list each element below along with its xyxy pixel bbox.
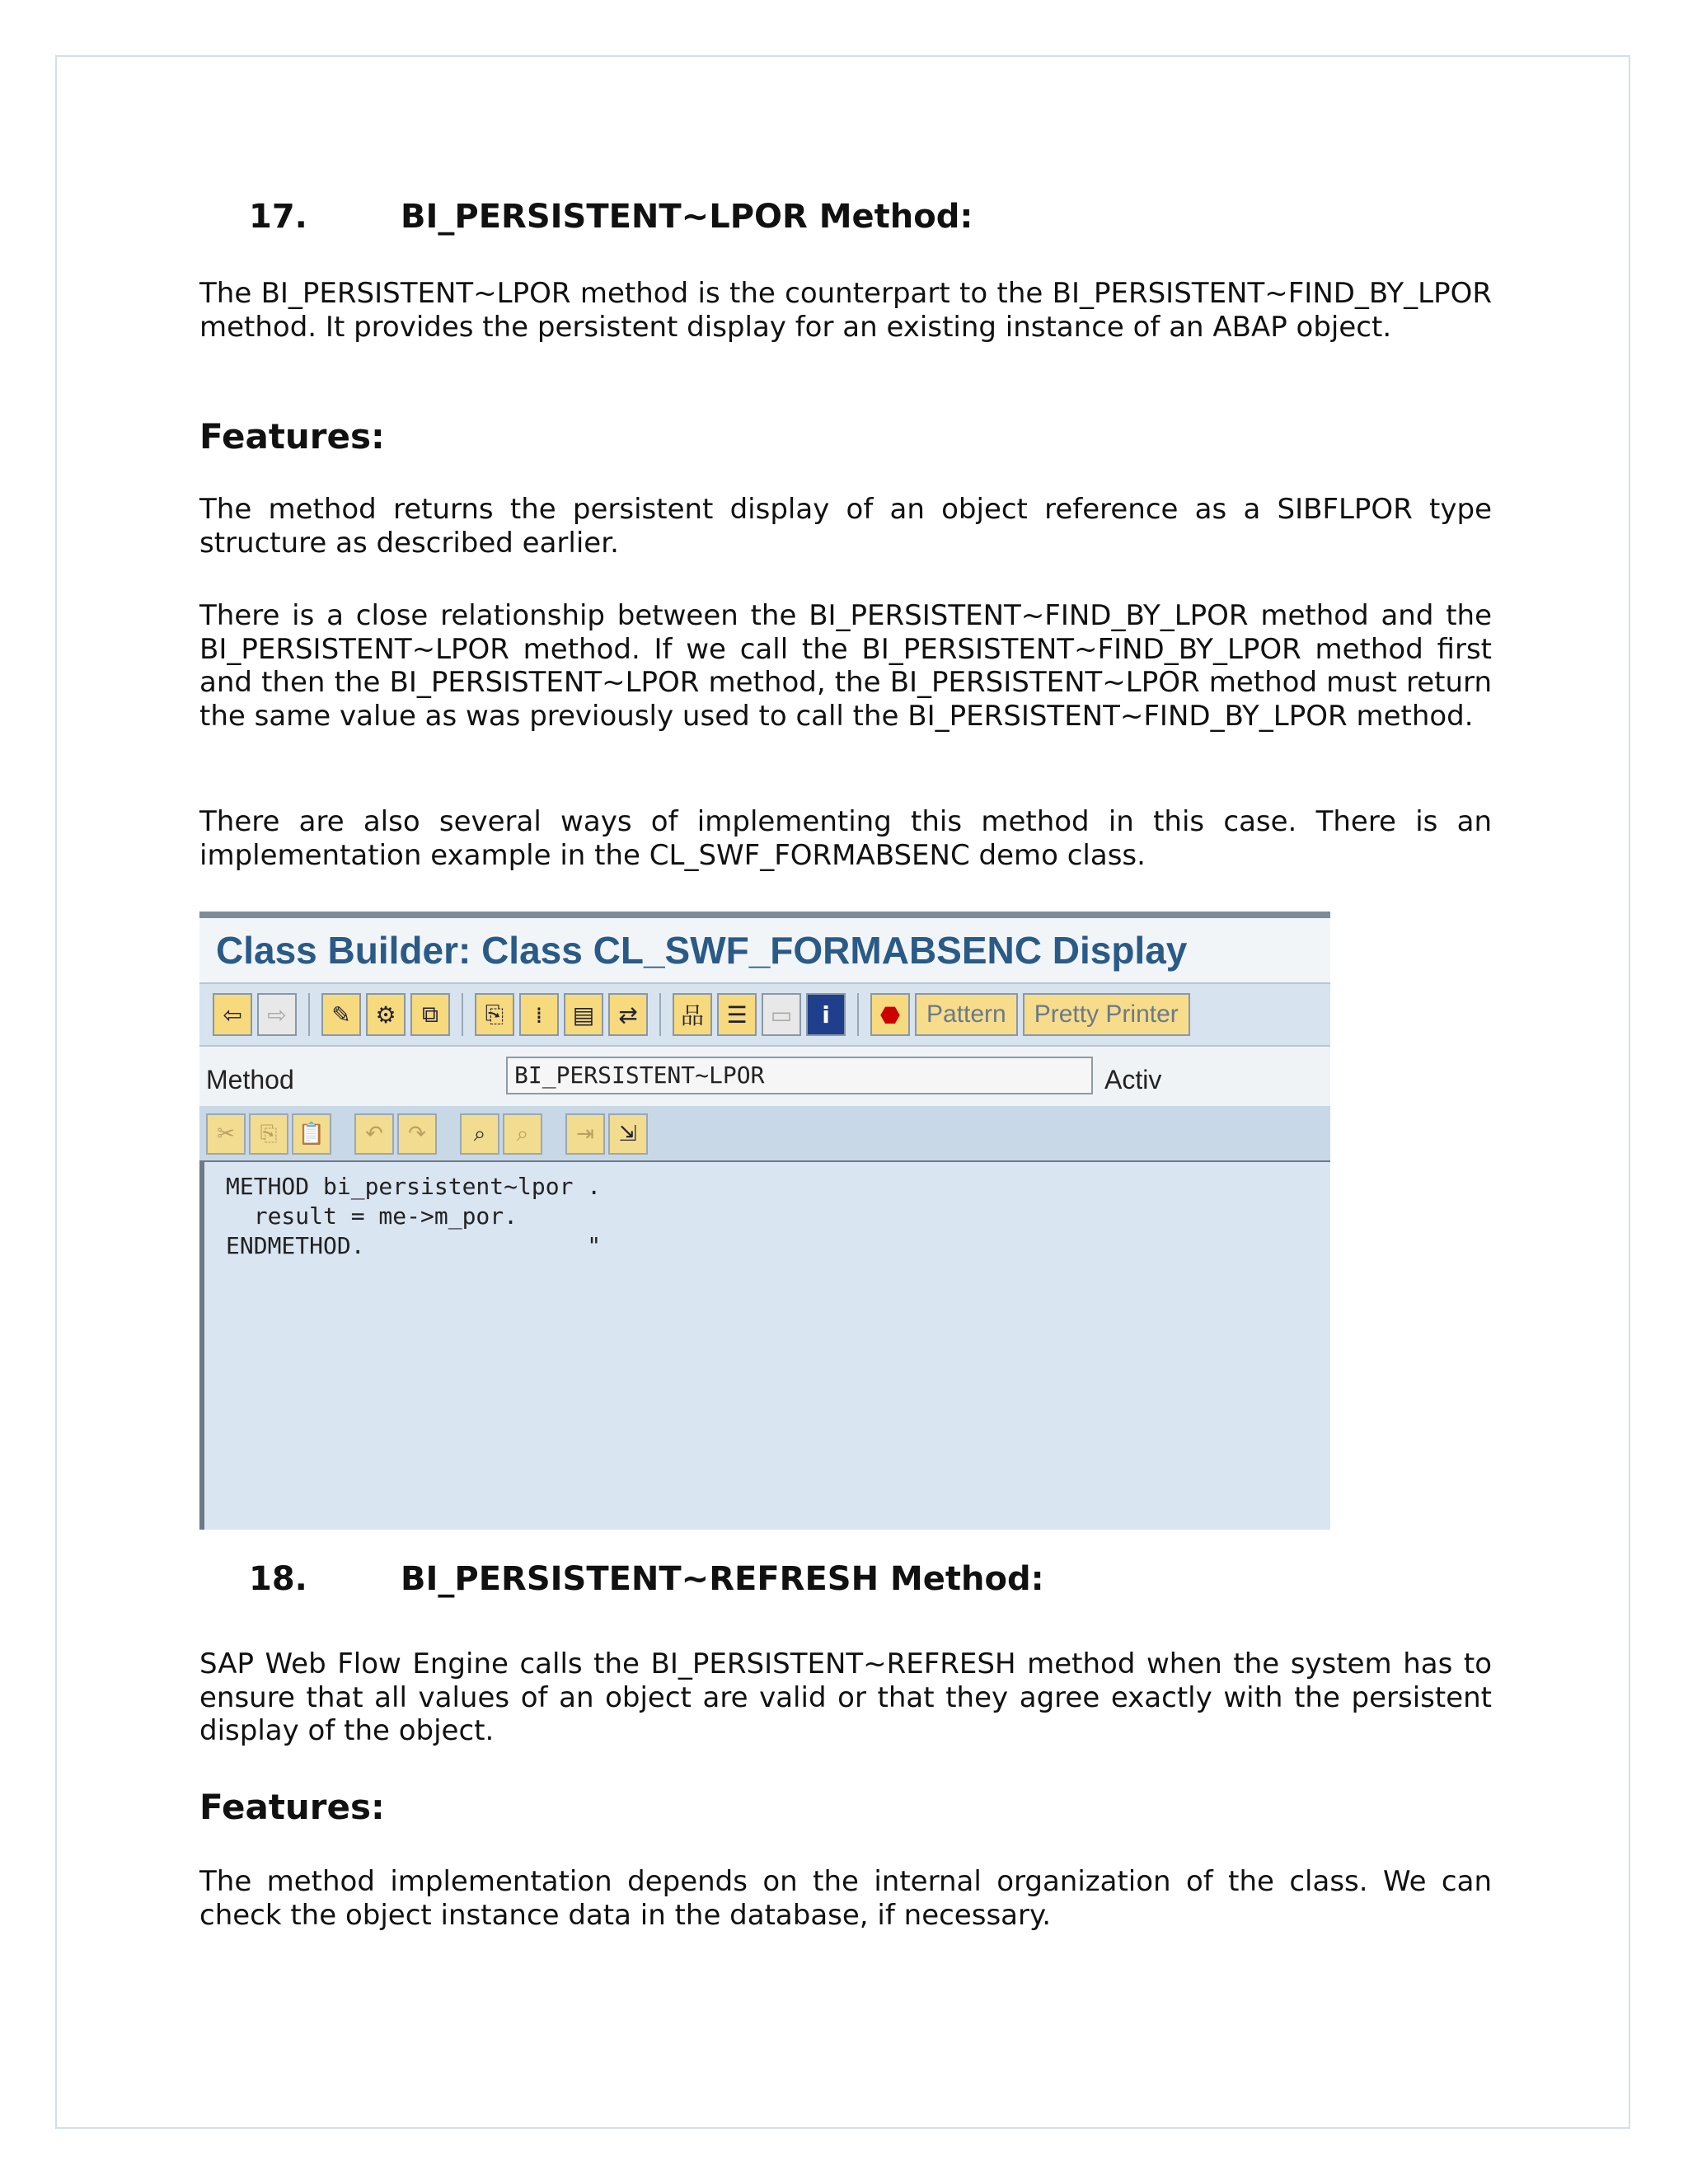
panel-icon[interactable]: ▭: [762, 993, 801, 1036]
cut-icon[interactable]: ✂: [206, 1113, 246, 1155]
editor-toolbar: [199, 1106, 1330, 1162]
display-object-list-icon[interactable]: ▤: [564, 993, 603, 1036]
hierarchy-icon[interactable]: 品: [673, 993, 712, 1036]
section-17-paragraph-2: There is a close relationship between the BI_PERSISTENT~FIND_BY_LPOR method and the BI_PERSISTENT~LPOR method. If we call the BI_PERSISTENT~FIND_BY_LPOR method first and then the BI_PERSISTENT~LPOR method, the BI_PERSISTENT~LPOR method must return the same value as was previously used to call the BI_PERSISTENT~FIND_BY_LPOR method.: [199, 599, 1492, 733]
abap-code-editor[interactable]: [199, 1160, 1330, 1530]
method-name-field[interactable]: BI_PERSISTENT~LPOR: [506, 1057, 1093, 1094]
redo-icon[interactable]: ↷: [397, 1113, 437, 1155]
insert-icon[interactable]: ⇥: [565, 1113, 605, 1155]
sap-screen-title: Class Builder: Class CL_SWF_FORMABSENC Display: [216, 929, 1188, 972]
back-arrow-icon[interactable]: ⇦: [213, 993, 252, 1036]
method-label: Method: [206, 1065, 294, 1094]
edit-pencil-icon[interactable]: ✎: [321, 993, 361, 1036]
section-17-paragraph-3: There are also several ways of implementing this method in this case. There is an implementation example in the CL_SWF_FORMABSENC demo class.: [199, 805, 1492, 872]
print-icon[interactable]: ☰: [717, 993, 757, 1036]
pattern-button[interactable]: Pattern: [915, 993, 1018, 1036]
section-18-paragraph-1: The method implementation depends on the internal organization of the class. We can check the object instance data in the database, if necessary.: [199, 1865, 1492, 1932]
section-18-number: 18.: [249, 1560, 307, 1598]
other-object-icon[interactable]: ⧉: [410, 993, 450, 1036]
section-17-title: BI_PERSISTENT~LPOR Method:: [401, 198, 973, 236]
paste-icon[interactable]: 📋: [292, 1113, 331, 1155]
stop-icon[interactable]: ⬣: [870, 993, 910, 1036]
code-line: result = me->m_por.: [226, 1202, 518, 1230]
section-18-features-heading: Features:: [199, 1787, 385, 1827]
export-icon[interactable]: ⇲: [608, 1113, 648, 1155]
section-17-heading: [249, 198, 973, 236]
code-lines: [204, 1162, 1330, 1271]
sap-application-toolbar: [199, 982, 1330, 1047]
section-17-paragraph-1: The method returns the persistent display of an object reference as a SIBFLPOR type structure as described earlier.: [199, 493, 1492, 560]
copy-icon[interactable]: ⎘: [249, 1113, 288, 1155]
section-18-intro: SAP Web Flow Engine calls the BI_PERSISTENT~REFRESH method when the system has to ensure that all values of an object are valid or that they agree exactly with the persistent display of the object.: [199, 1647, 1492, 1747]
check-icon[interactable]: ⎘: [475, 993, 514, 1036]
find-icon[interactable]: ⌕: [460, 1113, 499, 1155]
where-used-icon[interactable]: ⇄: [608, 993, 648, 1036]
pretty-printer-button[interactable]: Pretty Printer: [1023, 993, 1190, 1036]
section-18-title: BI_PERSISTENT~REFRESH Method:: [401, 1560, 1044, 1598]
section-17-intro: The BI_PERSISTENT~LPOR method is the counterpart to the BI_PERSISTENT~FIND_BY_LPOR method. It provides the persistent display for an existing instance of an ABAP object.: [199, 277, 1492, 344]
forward-arrow-icon[interactable]: ⇨: [257, 993, 297, 1036]
method-row: [199, 1047, 1330, 1106]
code-line: METHOD bi_persistent~lpor .: [226, 1173, 602, 1200]
method-status: Activ: [1104, 1065, 1162, 1094]
section-17-number: 17.: [249, 198, 307, 236]
toolbar-separator: [308, 993, 310, 1036]
section-17-features-heading: Features:: [199, 416, 385, 457]
find-next-icon[interactable]: ⌕: [503, 1113, 542, 1155]
info-icon[interactable]: i: [806, 993, 846, 1036]
toolbar-separator: [659, 993, 661, 1036]
info-bar-icon[interactable]: ⁞: [519, 993, 559, 1036]
sap-title-bar: [199, 918, 1330, 982]
toolbar-separator: [462, 993, 463, 1036]
window-top-line: [199, 912, 1330, 918]
undo-icon[interactable]: ↶: [354, 1113, 394, 1155]
toolbar-separator: [857, 993, 859, 1036]
section-18-heading: [249, 1560, 1044, 1598]
code-line: ENDMETHOD. ": [226, 1232, 602, 1259]
sap-class-builder-screenshot: [199, 912, 1330, 1530]
activate-icon[interactable]: ⚙: [366, 993, 406, 1036]
